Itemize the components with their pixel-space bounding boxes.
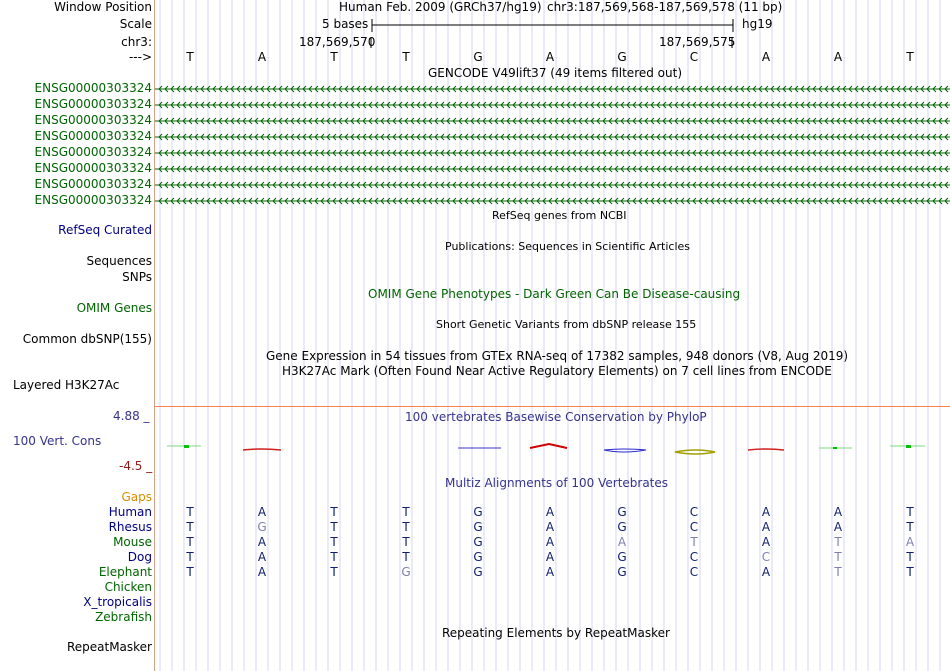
- gencode-item-label[interactable]: ENSG00000303324: [34, 113, 152, 127]
- aligned-base: C: [761, 550, 771, 564]
- aligned-base: T: [834, 550, 842, 564]
- label-separator: [154, 0, 155, 671]
- conservation-title: 100 vertebrates Basewise Conservation by PhyloP: [405, 410, 707, 424]
- cons-max-value: 4.88 _: [113, 409, 150, 423]
- track-data-pane: [155, 0, 950, 671]
- gencode-transcript[interactable]: [155, 181, 950, 189]
- aligned-base: T: [330, 535, 338, 549]
- aligned-base: A: [905, 535, 915, 549]
- aligned-base: T: [186, 505, 194, 519]
- aligned-base: T: [330, 505, 338, 519]
- aligned-base: T: [906, 550, 914, 564]
- species-label[interactable]: Dog: [127, 550, 152, 564]
- gencode-transcript[interactable]: [155, 101, 950, 109]
- coord-ticks: [155, 38, 950, 50]
- aligned-base: A: [545, 565, 555, 579]
- aligned-base: G: [617, 550, 627, 564]
- multiz-title: Multiz Alignments of 100 Vertebrates: [445, 476, 669, 490]
- strand-label: --->: [128, 50, 152, 64]
- layered-h3k27ac-label[interactable]: Layered H3K27Ac: [13, 378, 120, 392]
- aligned-base: G: [473, 505, 483, 519]
- aligned-base: T: [402, 535, 410, 549]
- aligned-base: T: [906, 520, 914, 534]
- aligned-base: G: [401, 565, 411, 579]
- base-letter: T: [906, 50, 914, 64]
- base-letter: G: [617, 50, 627, 64]
- assembly-text: Human Feb. 2009 (GRCh37/hg19): [339, 0, 542, 14]
- aligned-base: A: [761, 505, 771, 519]
- aligned-base: T: [330, 550, 338, 564]
- aligned-base: A: [257, 535, 267, 549]
- gencode-transcript[interactable]: [155, 197, 950, 205]
- gencode-item-label[interactable]: ENSG00000303324: [34, 81, 152, 95]
- gencode-item-label[interactable]: ENSG00000303324: [34, 161, 152, 175]
- coord-left: 187,569,570: [299, 35, 376, 49]
- aligned-base: A: [545, 550, 555, 564]
- vert-cons-label[interactable]: 100 Vert. Cons: [13, 434, 102, 448]
- repeatmasker-label[interactable]: RepeatMasker: [66, 640, 152, 654]
- gencode-transcript[interactable]: [155, 165, 950, 173]
- aligned-base: T: [186, 520, 194, 534]
- base-letter: T: [402, 50, 410, 64]
- position-text: chr3:187,569,568-187,569,578 (11 bp): [547, 0, 783, 14]
- aligned-base: A: [545, 520, 555, 534]
- cons-min-value: -4.5 _: [119, 459, 153, 473]
- aligned-base: C: [689, 505, 699, 519]
- aligned-base: T: [906, 565, 914, 579]
- publications-title: Publications: Sequences in Scientific Articles: [445, 240, 690, 253]
- scale-bar: [370, 17, 736, 35]
- aligned-base: T: [402, 505, 410, 519]
- gencode-transcript[interactable]: [155, 133, 950, 141]
- aligned-base: A: [833, 520, 843, 534]
- conservation-plot[interactable]: [155, 438, 950, 460]
- h3k27ac-baseline: [155, 406, 950, 407]
- aligned-base: T: [690, 535, 698, 549]
- refseq-curated-label[interactable]: RefSeq Curated: [58, 223, 152, 237]
- species-label[interactable]: Elephant: [98, 565, 152, 579]
- refseq-title: RefSeq genes from NCBI: [492, 209, 627, 222]
- aligned-base: A: [761, 520, 771, 534]
- window-position-label: Window Position: [54, 0, 152, 14]
- base-letter: T: [186, 50, 194, 64]
- aligned-base: A: [257, 550, 267, 564]
- aligned-base: G: [257, 520, 267, 534]
- gencode-item-label[interactable]: ENSG00000303324: [34, 129, 152, 143]
- aligned-base: A: [545, 535, 555, 549]
- h3k27ac-title: H3K27Ac Mark (Often Found Near Active Regulatory Elements) on 7 cell lines from ENCODE: [282, 364, 832, 378]
- repeatmasker-title: Repeating Elements by RepeatMasker: [442, 626, 670, 640]
- aligned-base: G: [473, 565, 483, 579]
- omim-title: OMIM Gene Phenotypes - Dark Green Can Be Disease-causing: [368, 287, 741, 301]
- hg-text: hg19: [742, 17, 773, 31]
- species-label[interactable]: Rhesus: [108, 520, 152, 534]
- aligned-base: T: [330, 565, 338, 579]
- aligned-base: G: [617, 505, 627, 519]
- scale-text: 5 bases: [322, 17, 369, 31]
- aligned-base: G: [473, 535, 483, 549]
- base-letter: A: [833, 50, 843, 64]
- omim-genes-label[interactable]: OMIM Genes: [76, 301, 152, 315]
- aligned-base: T: [330, 520, 338, 534]
- aligned-base: A: [833, 505, 843, 519]
- aligned-base: G: [473, 550, 483, 564]
- base-letter: T: [330, 50, 338, 64]
- gencode-item-label[interactable]: ENSG00000303324: [34, 193, 152, 207]
- gencode-item-label[interactable]: ENSG00000303324: [34, 177, 152, 191]
- aligned-base: G: [617, 520, 627, 534]
- aligned-base: G: [473, 520, 483, 534]
- species-label[interactable]: Chicken: [104, 580, 152, 594]
- base-letter: A: [761, 50, 771, 64]
- gencode-transcript[interactable]: [155, 149, 950, 157]
- aligned-base: A: [257, 505, 267, 519]
- gencode-title: GENCODE V49lift37 (49 items filtered out): [428, 66, 683, 80]
- dbsnp-title: Short Genetic Variants from dbSNP release 155: [436, 318, 697, 331]
- aligned-base: A: [617, 535, 627, 549]
- base-letter: G: [473, 50, 483, 64]
- aligned-base: T: [186, 550, 194, 564]
- aligned-base: T: [834, 565, 842, 579]
- aligned-base: T: [402, 520, 410, 534]
- aligned-base: A: [545, 505, 555, 519]
- track-label-pane: [0, 0, 154, 671]
- aligned-base: T: [186, 565, 194, 579]
- gencode-item-label[interactable]: ENSG00000303324: [34, 97, 152, 111]
- coord-right: 187,569,575: [659, 35, 736, 49]
- species-label[interactable]: Human: [108, 505, 152, 519]
- aligned-base: T: [402, 550, 410, 564]
- aligned-base: A: [257, 565, 267, 579]
- aligned-base: C: [689, 550, 699, 564]
- species-label[interactable]: Zebrafish: [95, 610, 152, 624]
- aligned-base: T: [186, 535, 194, 549]
- base-letter: A: [545, 50, 555, 64]
- snps-label[interactable]: SNPs: [122, 270, 152, 284]
- species-label[interactable]: Mouse: [113, 535, 152, 549]
- gaps-label[interactable]: Gaps: [121, 490, 152, 504]
- aligned-base: A: [761, 535, 771, 549]
- scale-label: Scale: [119, 17, 152, 31]
- chrom-label: chr3:: [121, 35, 152, 49]
- aligned-base: T: [834, 535, 842, 549]
- aligned-base: T: [906, 505, 914, 519]
- species-label[interactable]: X_tropicalis: [83, 595, 152, 609]
- base-letter: C: [689, 50, 699, 64]
- aligned-base: G: [617, 565, 627, 579]
- aligned-base: A: [761, 565, 771, 579]
- sequences-label[interactable]: Sequences: [86, 254, 152, 268]
- aligned-base: C: [689, 520, 699, 534]
- aligned-base: C: [689, 565, 699, 579]
- common-dbsnp-label[interactable]: Common dbSNP(155): [22, 332, 152, 346]
- gtex-title: Gene Expression in 54 tissues from GTEx RNA-seq of 17382 samples, 948 donors (V8, Aug 2019): [266, 349, 849, 363]
- gencode-transcript[interactable]: [155, 117, 950, 125]
- gencode-transcript[interactable]: [155, 85, 950, 93]
- base-letter: A: [257, 50, 267, 64]
- gencode-item-label[interactable]: ENSG00000303324: [34, 145, 152, 159]
